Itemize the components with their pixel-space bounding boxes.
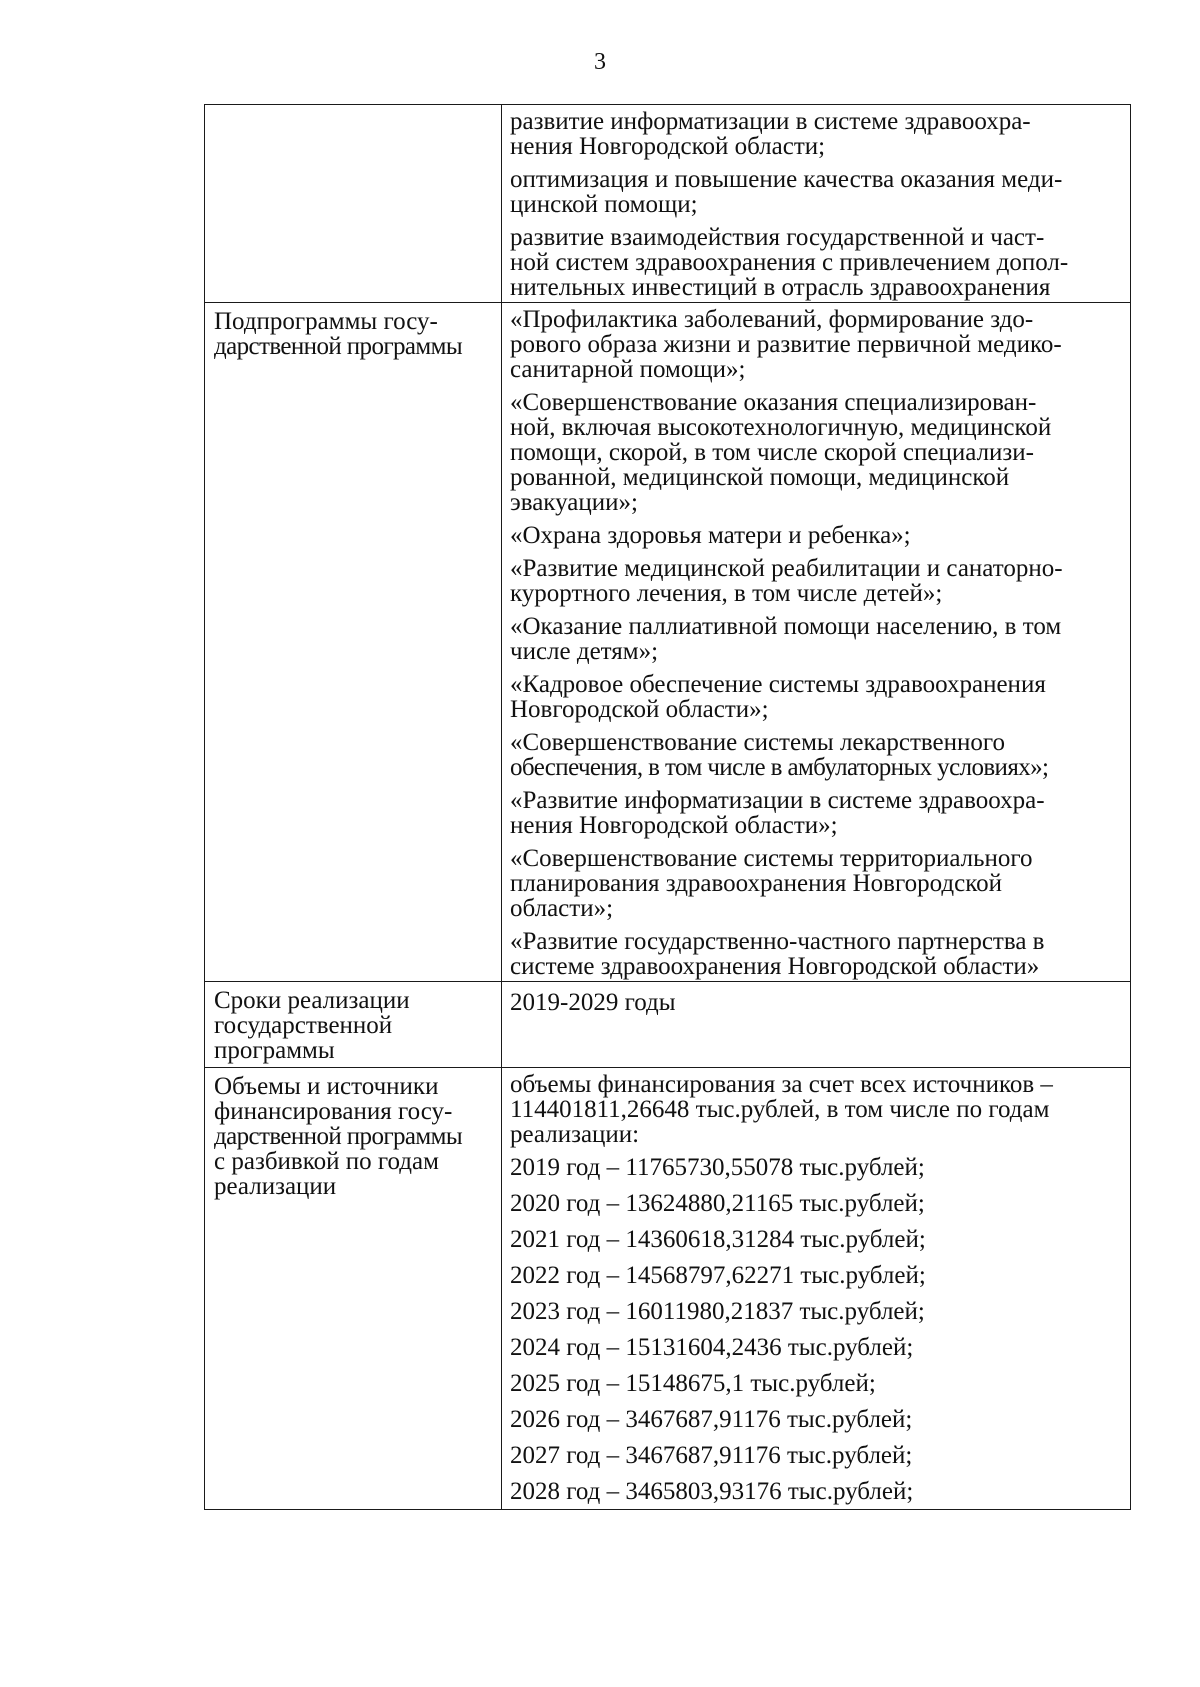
- text-line: Новгородской области»;: [510, 696, 769, 723]
- subprogram-entry: [510, 929, 1126, 979]
- text-line: развитие информатизации в системе здравоохра-: [510, 108, 1031, 135]
- subprogram-entry: [510, 614, 1126, 664]
- text-line: области»;: [510, 895, 614, 922]
- text-line: нения Новгородской области;: [510, 133, 826, 160]
- label-line: финансирования госу-: [214, 1098, 453, 1125]
- period-value-cell: [502, 982, 1131, 1068]
- text-line: «Кадровое обеспечение системы здравоохранения: [510, 671, 1046, 698]
- text-line: числе детям»;: [510, 638, 659, 665]
- text-line: «Охрана здоровья матери и ребенка»;: [510, 522, 911, 549]
- financing-year-line: 2022 год – 14568797,62271 тыс.рублей;: [510, 1262, 926, 1289]
- text-line: цинской помощи;: [510, 191, 698, 218]
- table-row-period: [205, 982, 1131, 1068]
- text-line: «Совершенствование системы территориального: [510, 845, 1033, 872]
- financing-year-line: 2026 год – 3467687,91176 тыс.рублей;: [510, 1406, 913, 1433]
- text-line: системе здравоохранения Новгородской области»: [510, 953, 1040, 980]
- text-line: «Оказание паллиативной помощи населению, в том: [510, 613, 1062, 640]
- subprogram-entry: [510, 788, 1126, 838]
- financing-year-line: 2025 год – 15148675,1 тыс.рублей;: [510, 1370, 876, 1397]
- text-line: «Совершенствование системы лекарственного: [510, 729, 1006, 756]
- table-row-financing: [205, 1068, 1131, 1510]
- text-line: объемы финансирования за счет всех источников –: [510, 1071, 1053, 1098]
- subprogram-entry: [510, 672, 1126, 722]
- text-line: нительных инвестиций в отрасль здравоохранения: [510, 274, 1051, 301]
- financing-value-cell: [502, 1068, 1131, 1510]
- financing-intro: [510, 1072, 1126, 1147]
- period-value: 2019-2029 годы: [510, 989, 676, 1016]
- subprogram-entry: [510, 730, 1126, 780]
- text-line: ной систем здравоохранения с привлечением допол-: [510, 249, 1069, 276]
- financing-year-line: 2021 год – 14360618,31284 тыс.рублей;: [510, 1226, 926, 1253]
- financing-year-line: 2019 год – 11765730,55078 тыс.рублей;: [510, 1154, 925, 1181]
- text-line: «Профилактика заболеваний, формирование здо-: [510, 306, 1034, 333]
- text-line: планирования здравоохранения Новгородской: [510, 870, 1002, 897]
- subprograms-label-cell: [205, 303, 502, 982]
- page-number: 3: [594, 49, 606, 75]
- label-line: программы: [214, 1037, 335, 1064]
- text-line: обеспечения, в том числе в амбулаторных условиях»;: [510, 754, 1049, 781]
- label-line: дарственной программы: [214, 1123, 463, 1150]
- table-row-subprograms: [205, 303, 1131, 982]
- text-line: помощи, скорой, в том числе скорой специализи-: [510, 439, 1034, 466]
- financing-year-line: 2023 год – 16011980,21837 тыс.рублей;: [510, 1298, 925, 1325]
- financing-year-line: 2028 год – 3465803,93176 тыс.рублей;: [510, 1478, 914, 1505]
- label-line: Подпрограммы госу-: [214, 308, 438, 335]
- financing-label-cell: [205, 1068, 502, 1510]
- label-line: реализации: [214, 1173, 337, 1200]
- text-line: оптимизация и повышение качества оказания меди-: [510, 166, 1063, 193]
- text-line: ной, включая высокотехнологичную, медицинской: [510, 414, 1052, 441]
- objective-entry: [510, 225, 1126, 300]
- period-label-cell: [205, 982, 502, 1068]
- objective-entry: [510, 109, 1126, 159]
- text-line: реализации:: [510, 1121, 640, 1148]
- label-line: дарственной программы: [214, 333, 463, 360]
- financing-year-line: 2020 год – 13624880,21165 тыс.рублей;: [510, 1190, 925, 1217]
- subprogram-entry: [510, 390, 1126, 515]
- text-line: нения Новгородской области»;: [510, 812, 838, 839]
- subprogram-entry: [510, 846, 1126, 921]
- objectives-label-cell: [205, 105, 502, 303]
- subprogram-entry: [510, 556, 1126, 606]
- text-line: эвакуации»;: [510, 489, 638, 516]
- label-line: с разбивкой по годам: [214, 1148, 439, 1175]
- text-line: «Развитие медицинской реабилитации и санаторно-: [510, 555, 1063, 582]
- financing-year-line: 2024 год – 15131604,2436 тыс.рублей;: [510, 1334, 914, 1361]
- text-line: рового образа жизни и развитие первичной медико-: [510, 331, 1062, 358]
- text-line: «Совершенствование оказания специализирован-: [510, 389, 1037, 416]
- text-line: рованной, медицинской помощи, медицинской: [510, 464, 1010, 491]
- subprogram-entry: [510, 307, 1126, 382]
- label-line: государственной: [214, 1012, 393, 1039]
- objectives-value-cell: [502, 105, 1131, 303]
- text-line: санитарной помощи»;: [510, 356, 746, 383]
- program-passport-table: [204, 104, 1131, 1510]
- text-line: 114401811,26648 тыс.рублей, в том числе по годам: [510, 1096, 1050, 1123]
- financing-year-line: 2027 год – 3467687,91176 тыс.рублей;: [510, 1442, 913, 1469]
- text-line: «Развитие информатизации в системе здравоохра-: [510, 787, 1045, 814]
- label-line: Сроки реализации: [214, 987, 410, 1014]
- subprograms-value-cell: [502, 303, 1131, 982]
- text-line: курортного лечения, в том числе детей»;: [510, 580, 943, 607]
- text-line: развитие взаимодействия государственной и част-: [510, 224, 1045, 251]
- table-row-objectives: [205, 105, 1131, 303]
- label-line: Объемы и источники: [214, 1073, 439, 1100]
- objective-entry: [510, 167, 1126, 217]
- subprogram-entry: [510, 523, 1126, 548]
- text-line: «Развитие государственно-частного партнерства в: [510, 928, 1045, 955]
